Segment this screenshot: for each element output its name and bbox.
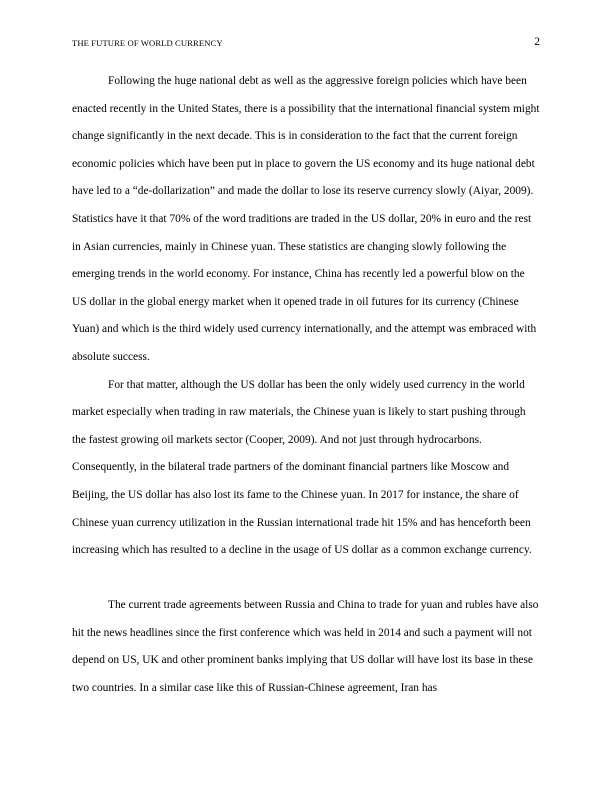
running-head: THE FUTURE OF WORLD CURRENCY: [72, 38, 223, 48]
paragraph-3: The current trade agreements between Russia and China to trade for yuan and rubles have also hit the news headlines since the first conference which was held in 2014 and such a payment will not depend on US, UK and other prominent banks implying that US dollar will have lost its base in these two countries. In a similar case like this of Russian-Chinese agreement, Iran has: [72, 599, 539, 695]
page-number: 2: [534, 36, 540, 48]
paragraph-2: For that matter, although the US dollar has been the only widely used currency in the world market especially when trading in raw materials, the Chinese yuan is likely to start pushing through the fastest growing oil markets sector (Cooper, 2009). And not just through hydrocarbons. Consequently, in the bilateral trade partners of the dominant financial partners like Moscow and Beijing, the US dollar has also lost its fame to the Chinese yuan. In 2017 for instance, the share of Chinese yuan currency utilization in the Russian international trade hit 15% and has henceforth been increasing which has resulted to a decline in the usage of US dollar as a common exchange currency.: [72, 378, 532, 557]
paragraph-1: Following the huge national debt as well as the aggressive foreign policies which have been enacted recently in the United States, there is a possibility that the international financial system might change significantly in the next decade. This is in consideration to the fact that the current foreign economic policies which have been put in place to govern the US economy and its huge national debt have led to a “de-dollarization” and made the dollar to lose its reserve currency slowly (Aiyar, 2009). Statistics have it that 70% of the word traditions are traded in the US dollar, 20% in euro and the rest in Asian currencies, mainly in Chinese yuan. These statistics are changing slowly following the emerging trends in the world economy. For instance, China has recently led a powerful blow on the US dollar in the global energy market when it opened trade in oil futures for its currency (Chinese Yuan) and which is the third widely used currency internationally, and the attempt was embraced with absolute success.: [72, 75, 540, 363]
body-text: [72, 68, 542, 703]
